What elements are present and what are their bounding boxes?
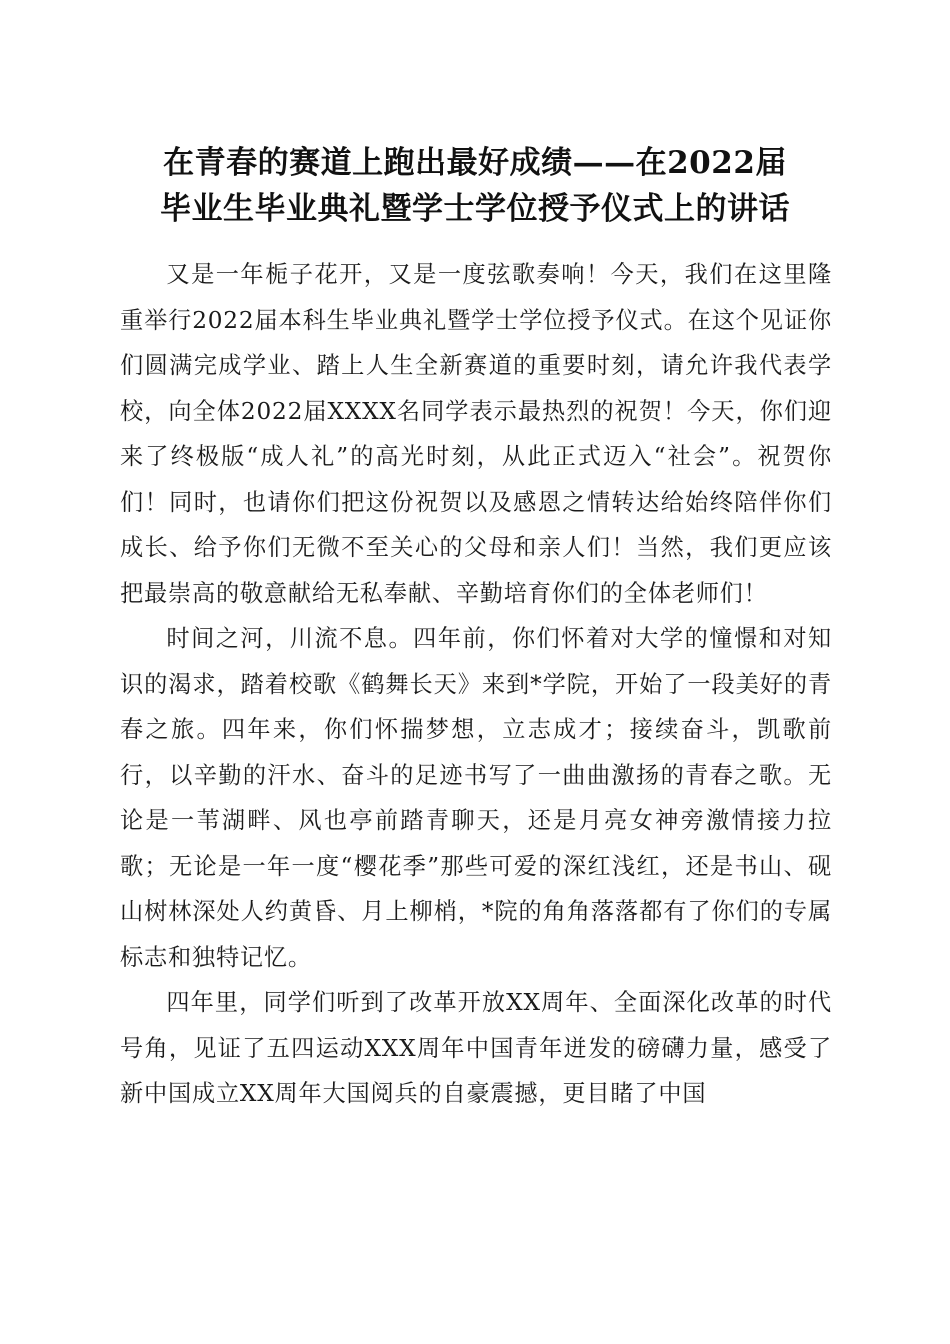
document-title	[110, 140, 840, 232]
body-paragraph-2: 时间之河，川流不息。四年前，你们怀着对大学的憧憬和对知识的渴求，踏着校歌《鹤舞长天》来到*学院，开始了一段美好的青春之旅。四年来，你们怀揣梦想，立志成才；接续奋斗，凯歌前行，以辛勤的汗水、奋斗的足迹书写了一曲曲激扬的青春之歌。无论是一苇湖畔、风也亭前踏青聊天，还是月亮女神旁激情接力拉歌；无论是一年一度“樱花季”那些可爱的深红浅红，还是书山、砚山树林深处人约黄昏、月上柳梢，*院的角角落落都有了你们的专属标志和独特记忆。	[120, 625, 832, 971]
body-paragraph-3: 四年里，同学们听到了改革开放XX周年、全面深化改革的时代号角，见证了五四运动XXX周年中国青年迸发的磅礴力量，感受了新中国成立XX周年大国阅兵的自豪震撼，更目睹了中国	[120, 989, 832, 1107]
body-paragraph-1: 又是一年栀子花开，又是一度弦歌奏响！今天，我们在这里隆重举行2022届本科生毕业典礼暨学士学位授予仪式。在这个见证你们圆满完成学业、踏上人生全新赛道的重要时刻，请允许我代表学校，向全体2022届XXXX名同学表示最热烈的祝贺！今天，你们迎来了终极版“成人礼”的高光时刻，从此正式迈入“社会”。祝贺你们！同时，也请你们把这份祝贺以及感恩之情转达给始终陪伴你们成长、给予你们无微不至关心的父母和亲人们！当然，我们更应该把最崇高的敬意献给无私奉献、辛勤培育你们的全体老师们！	[120, 261, 832, 607]
document-title-line-1: 在青春的赛道上跑出最好成绩——在2022届	[163, 145, 787, 181]
document-body	[120, 252, 832, 1117]
document-title-line-2: 毕业生毕业典礼暨学士学位授予仪式上的讲话	[160, 191, 790, 227]
